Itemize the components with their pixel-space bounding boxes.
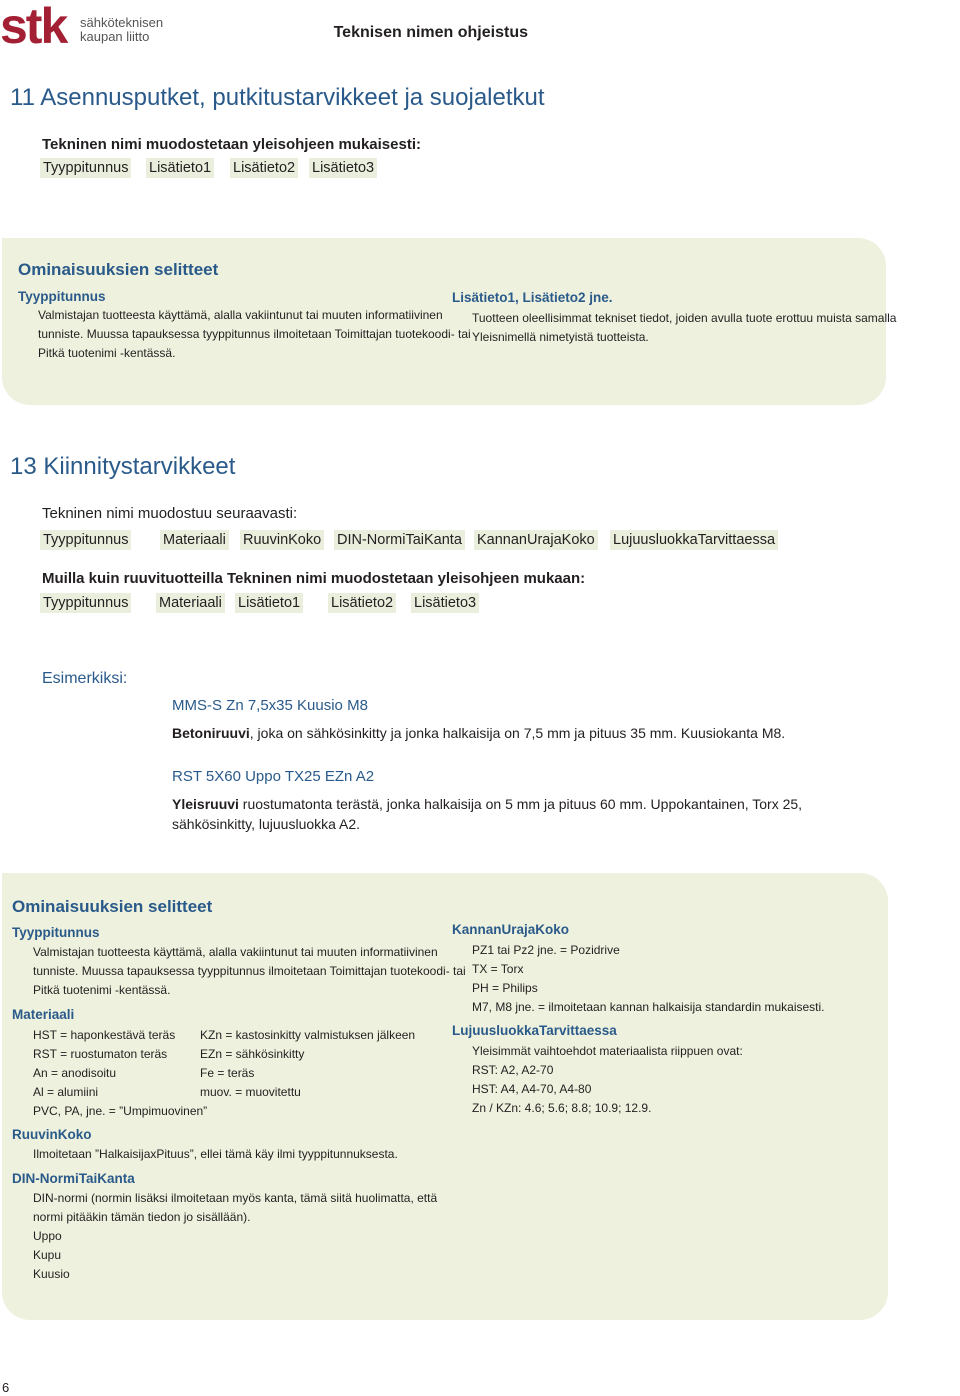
example-1-bold: Betoniruuvi — [172, 725, 250, 741]
text-line: DIN-normi (normin lisäksi ilmoitetaan myös kanta, tämä siitä huolimatta, että — [33, 1191, 438, 1205]
section-11-intro: Tekninen nimi muodostetaan yleisohjeen mukaisesti: — [42, 136, 421, 153]
text-line: PZ1 tai Pz2 jne. = Pozidrive — [472, 943, 620, 957]
text-line: tunniste. Muussa tapauksessa tyyppitunnus ilmoitetaan Toimittajan tuotekoodi- tai — [38, 327, 471, 341]
panel-11-heading: Ominaisuuksien selitteet — [18, 260, 219, 279]
field-ruuvinkoko: RuuvinKoko — [240, 530, 324, 550]
text-line: Valmistajan tuotteesta käyttämä, alalla vakiintunut tai muuten informatiivinen — [33, 945, 438, 959]
example-2-rest2: sähkösinkitty, lujuusluokka A2. — [172, 816, 361, 832]
section-13-heading: 13 Kiinnitystarvikkeet — [10, 453, 236, 480]
field-lisatieto3: Lisätieto3 — [309, 158, 377, 178]
text-line: Uppo — [33, 1229, 62, 1243]
page-number: 6 — [2, 1380, 10, 1395]
field-lisatieto1: Lisätieto1 — [235, 593, 303, 613]
example-1-rest: , joka on sähkösinkitty ja jonka halkaisija on 7,5 mm ja pituus 35 mm. Kuusiokanta M8. — [249, 725, 786, 741]
panel-11-tyyppitunnus-sub: Tyyppitunnus — [18, 289, 106, 304]
text-line: tunniste. Muussa tapauksessa tyyppitunnus ilmoitetaan Toimittajan tuotekoodi- tai — [33, 964, 466, 978]
din-text — [33, 1189, 437, 1284]
section-13-intro: Tekninen nimi muodostuu seuraavasti: — [42, 505, 298, 522]
text-line: EZn = sähkösinkitty — [200, 1047, 305, 1061]
text-line: normi pitääkin tämän tiedon jo sisällään). — [33, 1210, 251, 1224]
panel-13-ruuvinkoko-sub: RuuvinKoko — [12, 1127, 92, 1142]
panel-13-heading: Ominaisuuksien selitteet — [12, 897, 213, 916]
ruuvinkoko-text: Ilmoitetaan ”HalkaisijaxPituus”, ellei tämä käy ilmi tyyppitunnuksesta. — [33, 1147, 398, 1161]
materiaali-column-2 — [200, 1026, 415, 1102]
example-2-bold: Yleisruuvi — [172, 796, 239, 812]
text-line: TX = Torx — [472, 962, 524, 976]
panel-13-tyyppitunnus-text — [33, 943, 466, 1000]
example-2-rest: ruostumatonta terästä, jonka halkaisija on 5 mm ja pituus 60 mm. Uppokantainen, Torx 25, — [238, 796, 803, 812]
field-materiaali: Materiaali — [160, 530, 229, 550]
text-line: Tuotteen oleellisimmat tekniset tiedot, joiden avulla tuote erottuu muista samalla — [472, 311, 897, 325]
example-2-description — [172, 794, 802, 834]
field-tyyppitunnus: Tyyppitunnus — [40, 158, 131, 178]
field-kannanurajakoko: KannanUrajaKoko — [474, 530, 598, 550]
text-line: PVC, PA, jne. = ”Umpimuovinen” — [33, 1104, 208, 1118]
panel-11-tyyppitunnus-text — [38, 306, 471, 363]
panel-11-lisatieto-text — [472, 309, 896, 347]
panel-11-lisatieto-sub: Lisätieto1, Lisätieto2 jne. — [452, 290, 613, 305]
text-line: Pitkä tuotenimi -kentässä. — [33, 983, 171, 997]
text-line: Zn / KZn: 4.6; 5.6; 8.8; 10.9; 12.9. — [472, 1101, 652, 1115]
lujuus-text — [472, 1042, 743, 1118]
text-line: HST = haponkestävä teräs — [33, 1028, 176, 1042]
text-line: Kuusio — [33, 1267, 70, 1281]
text-line: Yleisimmät vaihtoehdot materiaalista riippuen ovat: — [472, 1044, 743, 1058]
panel-13-din-sub: DIN-NormiTaiKanta — [12, 1171, 135, 1186]
panel-13-lujuus-sub: LujuusluokkaTarvittaessa — [452, 1023, 617, 1038]
field-din-normitaikanta: DIN-NormiTaiKanta — [334, 530, 465, 550]
text-line: KZn = kastosinkitty valmistuksen jälkeen — [200, 1028, 416, 1042]
logo-subtitle — [80, 16, 163, 44]
text-line: RST: A2, A2-70 — [472, 1063, 554, 1077]
text-line: PH = Philips — [472, 981, 538, 995]
document-title: Teknisen nimen ohjeistus — [333, 24, 528, 41]
text-line: muov. = muovitettu — [200, 1085, 301, 1099]
example-2-code: RST 5X60 Uppo TX25 EZn A2 — [172, 768, 375, 785]
field-lisatieto2: Lisätieto2 — [328, 593, 396, 613]
materiaali-column-1 — [33, 1026, 207, 1121]
text-line: RST = ruostumaton teräs — [33, 1047, 168, 1061]
field-lujuusluokkatarvittaessa: LujuusluokkaTarvittaessa — [610, 530, 778, 550]
text-line: An = anodisoitu — [33, 1066, 117, 1080]
text-line: M7, M8 jne. = ilmoitetaan kannan halkaisija standardin mukaisesti. — [472, 1000, 825, 1014]
panel-13-kanta-sub: KannanUrajaKoko — [452, 922, 570, 937]
text-line: Kupu — [33, 1248, 62, 1262]
example-1-code: MMS-S Zn 7,5x35 Kuusio M8 — [172, 697, 368, 714]
text-line: HST: A4, A4-70, A4-80 — [472, 1082, 592, 1096]
field-materiaali: Materiaali — [156, 593, 225, 613]
stk-logo: stk — [0, 0, 67, 54]
text-line: Valmistajan tuotteesta käyttämä, alalla vakiintunut tai muuten informatiivinen — [38, 308, 443, 322]
panel-13-materiaali-sub: Materiaali — [12, 1007, 75, 1022]
section-13-intro2: Muilla kuin ruuvituotteilla Tekninen nimi muodostetaan yleisohjeen mukaan: — [42, 570, 586, 587]
logo-line-1: sähköteknisen — [80, 15, 164, 30]
field-tyyppitunnus: Tyyppitunnus — [40, 593, 131, 613]
text-line: Yleisnimellä nimetyistä tuotteista. — [472, 330, 649, 344]
examples-label: Esimerkiksi: — [42, 670, 128, 687]
panel-13-tyyppitunnus-sub: Tyyppitunnus — [12, 925, 100, 940]
example-1-description — [172, 723, 785, 743]
kanta-text — [472, 941, 825, 1017]
text-line: Fe = teräs — [200, 1066, 255, 1080]
field-lisatieto2: Lisätieto2 — [230, 158, 298, 178]
field-tyyppitunnus: Tyyppitunnus — [40, 530, 131, 550]
field-lisatieto3: Lisätieto3 — [411, 593, 479, 613]
logo-line-2: kaupan liitto — [80, 29, 150, 44]
text-line: Al = alumiini — [33, 1085, 99, 1099]
section-11-heading: 11 Asennusputket, putkitustarvikkeet ja suojaletkut — [10, 84, 545, 111]
text-line: Pitkä tuotenimi -kentässä. — [38, 346, 176, 360]
field-lisatieto1: Lisätieto1 — [146, 158, 214, 178]
